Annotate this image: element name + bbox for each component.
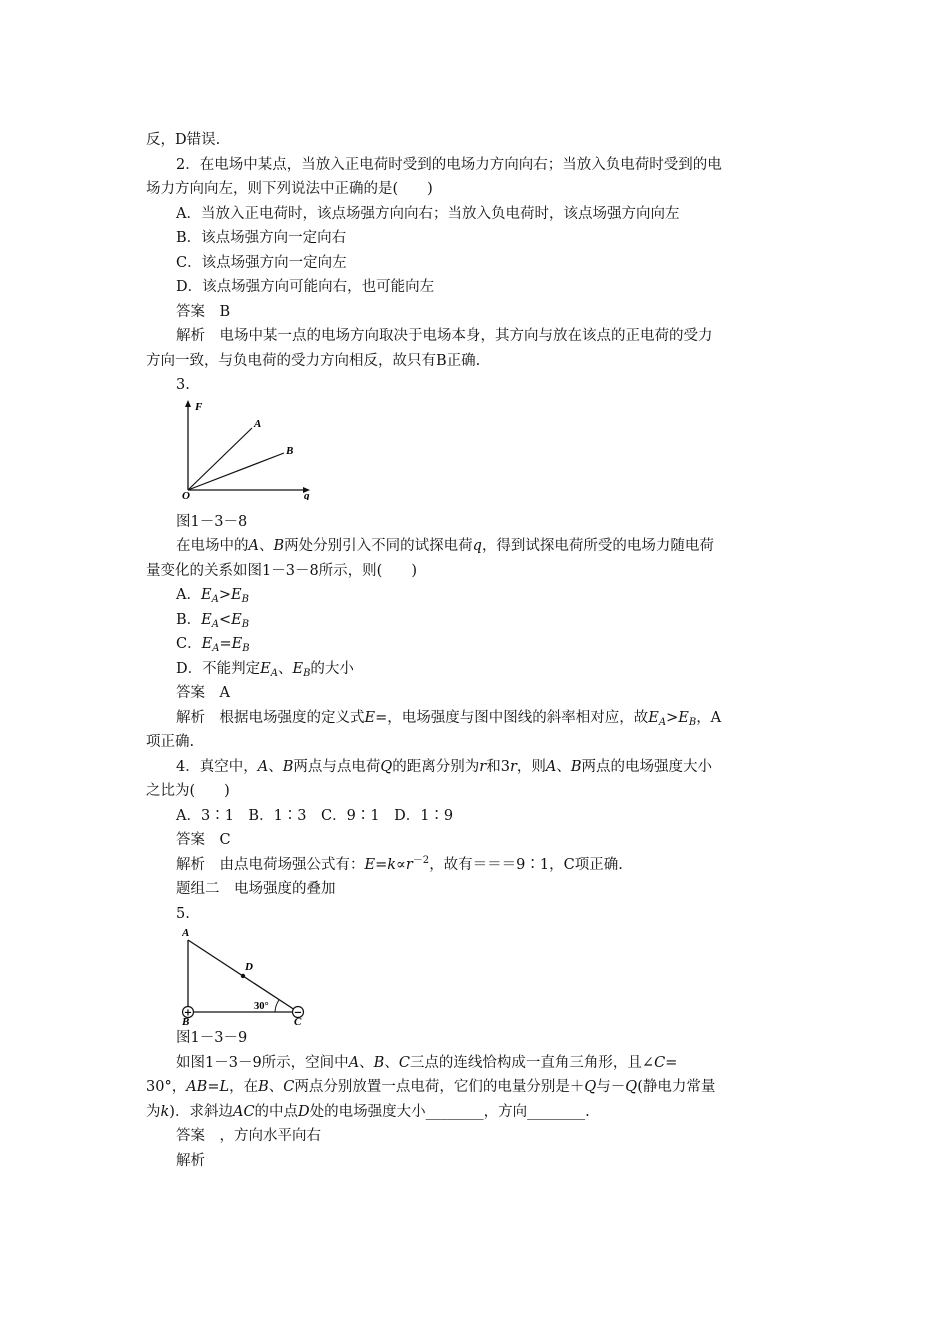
q5-stem-line2: 30°，AB=L，在B、C两点分别放置一点电荷，它们的电量分别是＋Q与－Q(静电力常量: [146, 1079, 716, 1095]
midpoint-d: [241, 974, 245, 978]
q4-analysis: 解析 由点电荷场强公式有：$E=k\propto r^{-2}$，故有＝＝＝9∶1，C项正确.: [176, 854, 623, 873]
document-page: [146, 128, 810, 1173]
label-a: A: [254, 417, 262, 430]
q2-analysis-line1: 解析 电场中某一点的电场方向取决于电场本身，其方向与放在该点的正电荷的受力: [176, 328, 713, 344]
q5-stem-line3: 为k)．求斜边AC的中点D处的电场强度大小________，方向________.: [146, 1103, 590, 1120]
q3-option-b: B．$E_A<E_B$: [176, 611, 250, 630]
angle-label: 30°: [254, 1001, 269, 1012]
line-a: [188, 428, 252, 490]
label-f: F: [195, 400, 203, 413]
q3-analysis-line1: 解析 根据电场强度的定义式E=，电场强度与图中图线的斜率相对应，故$E_A>E_B$，A: [176, 709, 722, 728]
triangle-diagram: [182, 926, 312, 1026]
q2-stem-line1: 2．在电场中某点，当放入正电荷时受到的电场力方向向右；当放入负电荷时受到的电: [176, 156, 722, 173]
q2-option-b: B．该点场强方向一定向右: [176, 230, 347, 246]
q2-stem-line2: 场力方向向左，则下列说法中正确的是( ): [146, 181, 433, 197]
q1-tail: 反，D错误.: [146, 132, 221, 148]
q5-stem-line1: 如图1－3－9所示，空间中A、B、C三点的连线恰构成一直角三角形，且∠C=: [176, 1054, 678, 1071]
figure-1-3-8: [182, 398, 810, 500]
q3-option-c: C．$E_A=E_B$: [176, 636, 250, 654]
q4-stem-line1: 4．真空中，A、B两点与点电荷Q的距离分别为r和3r，则A、B两点的电场强度大小: [176, 758, 713, 775]
angle-arc: [275, 1000, 279, 1012]
q3-option-a: A．$E_A>E_B$: [176, 587, 249, 605]
figure-caption-1-3-9: 图1－3－9: [176, 1030, 248, 1046]
q3-stem-line2: 量变化的关系如图1－3－8所示，则( ): [146, 562, 417, 579]
q4-stem-line2: 之比为( ): [146, 783, 230, 799]
minus-sign: −: [293, 1007, 303, 1019]
label-a: A: [182, 927, 190, 939]
q3-option-d: D．不能判定$E_A$、$E_B$的大小: [176, 660, 354, 679]
graph-f-vs-q: [182, 398, 322, 500]
q2-analysis-line2: 方向一致，与负电荷的受力方向相反，故只有B正确.: [146, 352, 481, 369]
label-q: q: [304, 489, 310, 500]
figure-caption-1-3-8: 图1－3－8: [176, 513, 248, 530]
q4-answer: 答案 C: [176, 832, 231, 848]
line-b: [188, 453, 284, 490]
label-c: C: [294, 1016, 302, 1026]
q2-option-d: D．该点场强方向可能向右，也可能向左: [176, 279, 435, 295]
q3-answer: 答案 A: [176, 685, 230, 701]
q2-option-a: A．当放入正电荷时，该点场强方向向右；当放入负电荷时，该点场强方向向左: [176, 205, 680, 222]
label-d: D: [245, 961, 253, 973]
group-2-heading: 题组二 电场强度的叠加: [176, 881, 336, 897]
q3-number: 3.: [176, 377, 190, 393]
label-b: B: [182, 1016, 190, 1026]
q4-options: A．3∶1 B．1∶3 C．9∶1 D．1∶9: [176, 807, 454, 824]
label-b: B: [286, 444, 294, 457]
plus-sign: +: [183, 1007, 193, 1019]
q5-number: 5.: [176, 905, 190, 922]
q5-analysis: 解析: [176, 1152, 205, 1169]
label-o: O: [182, 489, 190, 500]
q3-stem-line1: 在电场中的A、B两处分别引入不同的试探电荷q，得到试探电荷所受的电场力随电荷: [176, 538, 714, 554]
q3-analysis-line2: 项正确.: [146, 734, 195, 750]
q5-answer: 答案 ，方向水平向右: [176, 1128, 321, 1144]
q2-answer: 答案 B: [176, 303, 231, 320]
figure-1-3-9: [182, 926, 810, 1026]
f-axis-arrow-icon: [185, 400, 191, 407]
q2-option-c: C．该点场强方向一定向左: [176, 254, 347, 271]
